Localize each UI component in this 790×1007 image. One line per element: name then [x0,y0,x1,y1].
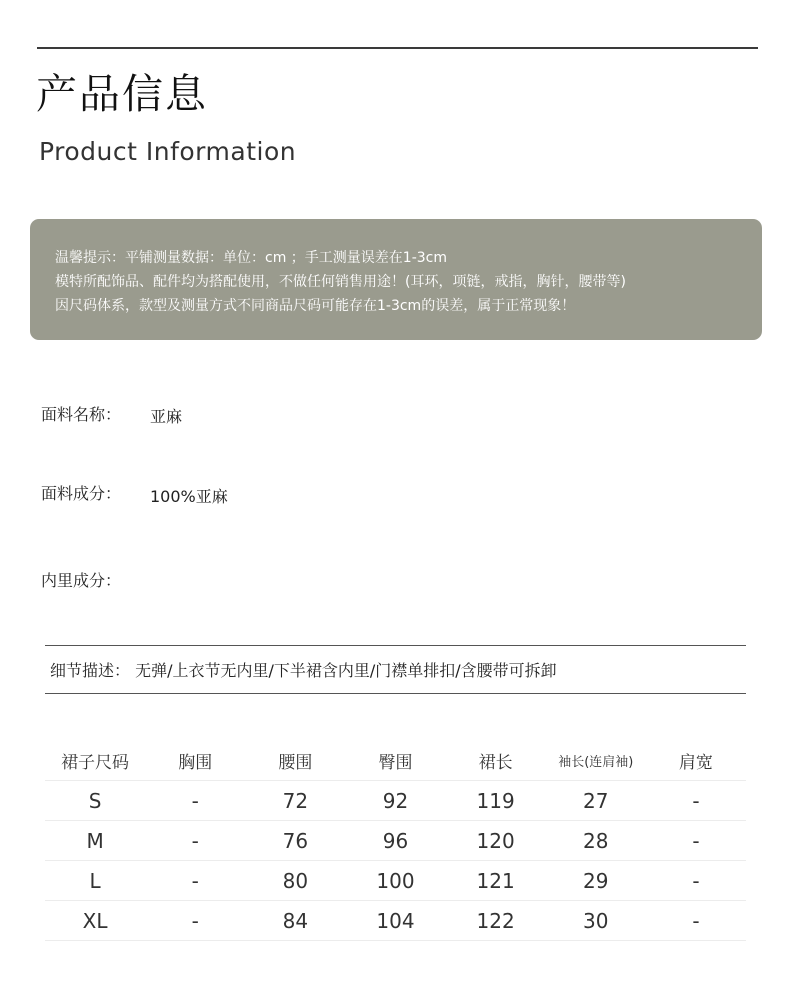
table-row [45,781,746,821]
cell-sleeve: 30 [546,901,646,941]
cell-chest: - [145,861,245,901]
cell-chest: - [145,821,245,861]
header-chest: 胸围 [178,752,213,773]
fabric-name-label: 面料名称： [41,405,122,424]
cell-hip: 96 [345,821,445,861]
page-title: 产品信息 [36,70,208,118]
details-description: 细节描述： 无弹/上衣节无内里/下半裙含内里/门襟单排扣/含腰带可拆卸 [50,661,557,680]
cell-shoulder: - [646,901,746,941]
table-row [45,901,746,941]
details-top-divider [45,645,746,646]
table-row [45,821,746,861]
lining-label: 内里成分： [41,571,122,590]
cell-waist: 80 [245,861,345,901]
cell-chest: - [145,901,245,941]
notice-box [30,219,762,340]
cell-size: L [45,861,145,901]
header-waist: 腰围 [278,752,313,773]
table-row [45,861,746,901]
fabric-composition-value: 100%亚麻 [150,487,228,506]
size-table [45,740,746,941]
cell-size: S [45,781,145,821]
fabric-name-value: 亚麻 [150,407,183,426]
cell-shoulder: - [646,861,746,901]
cell-length: 122 [446,901,546,941]
cell-hip: 104 [345,901,445,941]
top-divider [37,47,758,49]
cell-length: 119 [446,781,546,821]
size-table-header [45,740,746,781]
header-length: 裙长 [478,752,513,773]
cell-length: 121 [446,861,546,901]
cell-waist: 76 [245,821,345,861]
header-shoulder: 肩宽 [678,752,713,773]
details-bottom-divider [45,693,746,694]
cell-sleeve: 27 [546,781,646,821]
header-size: 裙子尺码 [61,752,130,773]
notice-line-2: 模特所配饰品、配件均为搭配使用，不做任何销售用途！(耳环，项链，戒指，胸针，腰带等) [55,274,626,290]
cell-sleeve: 28 [546,821,646,861]
cell-shoulder: - [646,781,746,821]
page-subtitle: Product Information [39,137,297,166]
notice-line-1: 温馨提示：平铺测量数据：单位：cm ；手工测量误差在1-3cm [55,250,447,266]
cell-size: M [45,821,145,861]
cell-hip: 100 [345,861,445,901]
cell-sleeve: 29 [546,861,646,901]
notice-line-3: 因尺码体系，款型及测量方式不同商品尺码可能存在1-3cm的误差，属于正常现象！ [55,298,576,314]
cell-length: 120 [446,821,546,861]
fabric-composition-label: 面料成分： [41,484,122,503]
cell-waist: 72 [245,781,345,821]
header-sleeve: 袖长(连肩袖) [558,754,634,770]
cell-size: XL [45,901,145,941]
cell-hip: 92 [345,781,445,821]
header-hip: 臀围 [378,752,413,773]
cell-shoulder: - [646,821,746,861]
cell-chest: - [145,781,245,821]
cell-waist: 84 [245,901,345,941]
